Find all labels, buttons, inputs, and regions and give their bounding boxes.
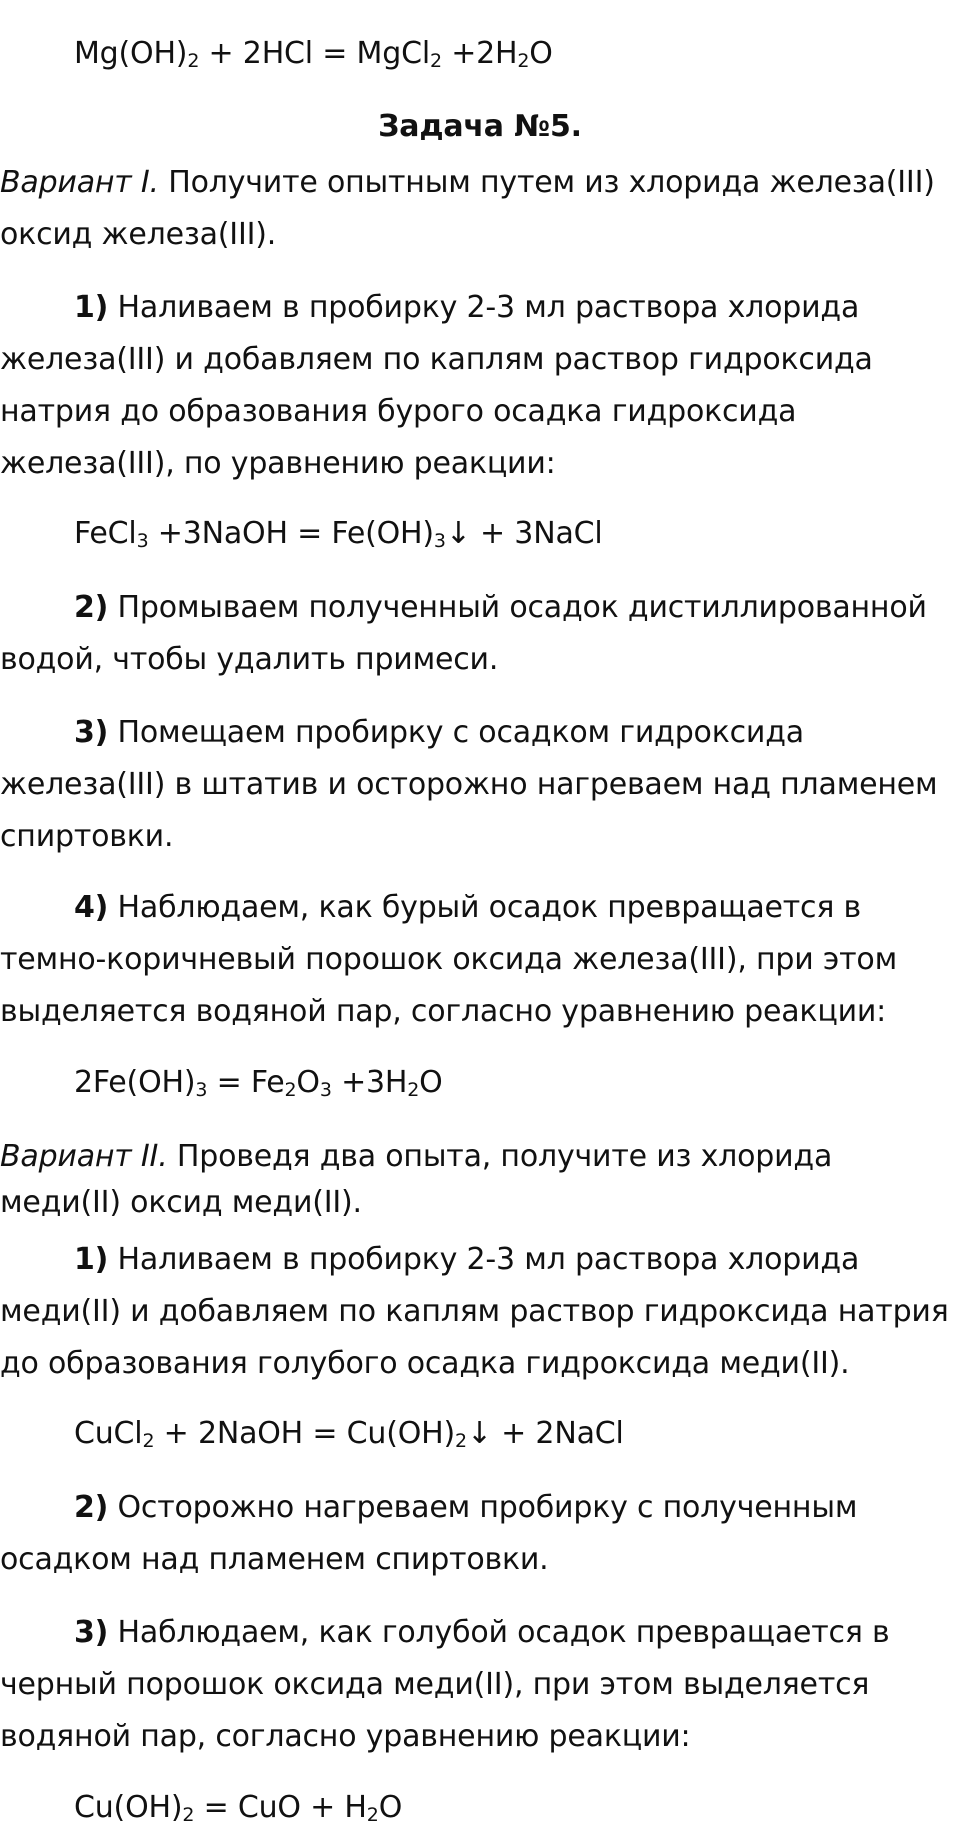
eq-subscript: 2 [455,1430,467,1452]
eq-text: O [296,1065,320,1100]
variant2-step3-line2: черный порошок оксида меди(II), при этом выделяется [0,1667,870,1702]
eq-subscript: 2 [182,1804,195,1826]
eq-text: = Fe [207,1065,285,1100]
eq-text: = CuO + H [194,1790,367,1825]
eq-text: O [419,1065,443,1100]
step-text: Промываем полученный осадок дистиллированной [108,590,927,625]
step-text: Наливаем в пробирку 2-3 мл раствора хлорида [108,1242,860,1277]
step-number: 1) [74,290,109,325]
eq-subscript: 2 [366,1804,379,1826]
eq-text: +2H [441,36,518,71]
step-number: 4) [74,890,109,925]
equation-fe-oxide [74,1057,443,1109]
step-text: Наблюдаем, как бурый осадок превращается в [108,890,861,925]
eq-text: O [529,36,553,71]
eq-text: Mg(OH) [74,36,188,71]
eq-subscript: 2 [284,1079,297,1101]
variant1-step3-line1 [74,707,804,759]
variant1-intro-line2: оксид железа(III). [0,217,277,252]
step-number: 3) [74,715,109,750]
variant1-step1-line4: железа(III), по уравнению реакции: [0,446,556,481]
step-number: 2) [74,1490,109,1525]
variant1-label: Вариант I. [0,165,159,200]
eq-subscript: 2 [407,1079,420,1101]
variant2-step2-line1 [74,1482,857,1534]
variant1-intro-text: Получите опытным путем из хлорида железа(III) [158,165,935,200]
step-text: Осторожно нагреваем пробирку с полученным [108,1490,858,1525]
step-text: Помещаем пробирку с осадком гидроксида [108,715,804,750]
eq-text: +3H [331,1065,408,1100]
variant1-step4-line2: темно-коричневый порошок оксида железа(III), при этом [0,942,898,977]
step-text: Наливаем в пробирку 2-3 мл раствора хлорида [108,290,860,325]
variant2-step3-line3: водяной пар, согласно уравнению реакции: [0,1719,691,1754]
variant1-step3-line3: спиртовки. [0,819,174,854]
step-number: 2) [74,590,109,625]
variant1-step1-line1 [74,282,859,334]
variant2-step1-line2: меди(II) и добавляем по каплям раствор гидроксида натрия [0,1294,949,1329]
step-number: 3) [74,1615,109,1650]
variant1-step4-line3: выделяется водяной пар, согласно уравнению реакции: [0,994,887,1029]
eq-text: CuCl [74,1416,143,1451]
eq-text: Cu(OH) [74,1790,183,1825]
equation-fecl3 [74,508,603,560]
eq-text: 2Fe(OH) [74,1065,196,1100]
eq-subscript: 3 [319,1079,332,1101]
equation-cu-oxide [74,1782,402,1834]
eq-subscript: 2 [517,50,530,72]
eq-text: + 2HCl = MgCl [199,36,430,71]
equation-mg-hydroxide [74,28,553,80]
variant2-step1-line1 [74,1234,859,1286]
variant2-label: Вариант II. [0,1139,168,1174]
variant1-step4-line1 [74,882,861,934]
eq-subscript: 2 [187,50,200,72]
variant1-step1-line3: натрия до образования бурого осадка гидроксида [0,394,797,429]
equation-cucl2 [74,1408,624,1460]
step-number: 1) [74,1242,109,1277]
variant2-intro-line1 [0,1131,832,1183]
variant2-intro-line2: меди(II) оксид меди(II). [0,1185,362,1220]
variant2-step3-line1 [74,1607,890,1659]
step-text: Наблюдаем, как голубой осадок превращается в [108,1615,890,1650]
eq-subscript: 3 [433,530,446,552]
eq-text: ↓ + 3NaCl [445,516,603,551]
eq-text: + 2NaOH = Cu(OH) [154,1416,455,1451]
eq-subscript: 3 [136,530,149,552]
eq-text: ↓ + 2NaCl [466,1416,624,1451]
eq-subscript: 2 [142,1430,155,1452]
variant1-step3-line2: железа(III) в штатив и осторожно нагреваем над пламенем [0,767,938,802]
variant1-step2-line2: водой, чтобы удалить примеси. [0,642,499,677]
variant2-step1-line3: до образования голубого осадка гидроксида меди(II). [0,1346,850,1381]
variant2-step2-line2: осадком над пламенем спиртовки. [0,1542,549,1577]
eq-subscript: 3 [195,1079,208,1101]
eq-text: FeCl [74,516,137,551]
variant2-intro-text: Проведя два опыта, получите из хлорида [167,1139,833,1174]
variant1-step2-line1 [74,582,927,634]
variant1-step1-line2: железа(III) и добавляем по каплям раствор гидроксида [0,342,873,377]
eq-text: +3NaOH = Fe(OH) [148,516,434,551]
task-title: Задача №5. [378,109,582,144]
eq-text: O [378,1790,403,1825]
eq-subscript: 2 [429,50,442,72]
variant1-intro-line1 [0,157,935,209]
